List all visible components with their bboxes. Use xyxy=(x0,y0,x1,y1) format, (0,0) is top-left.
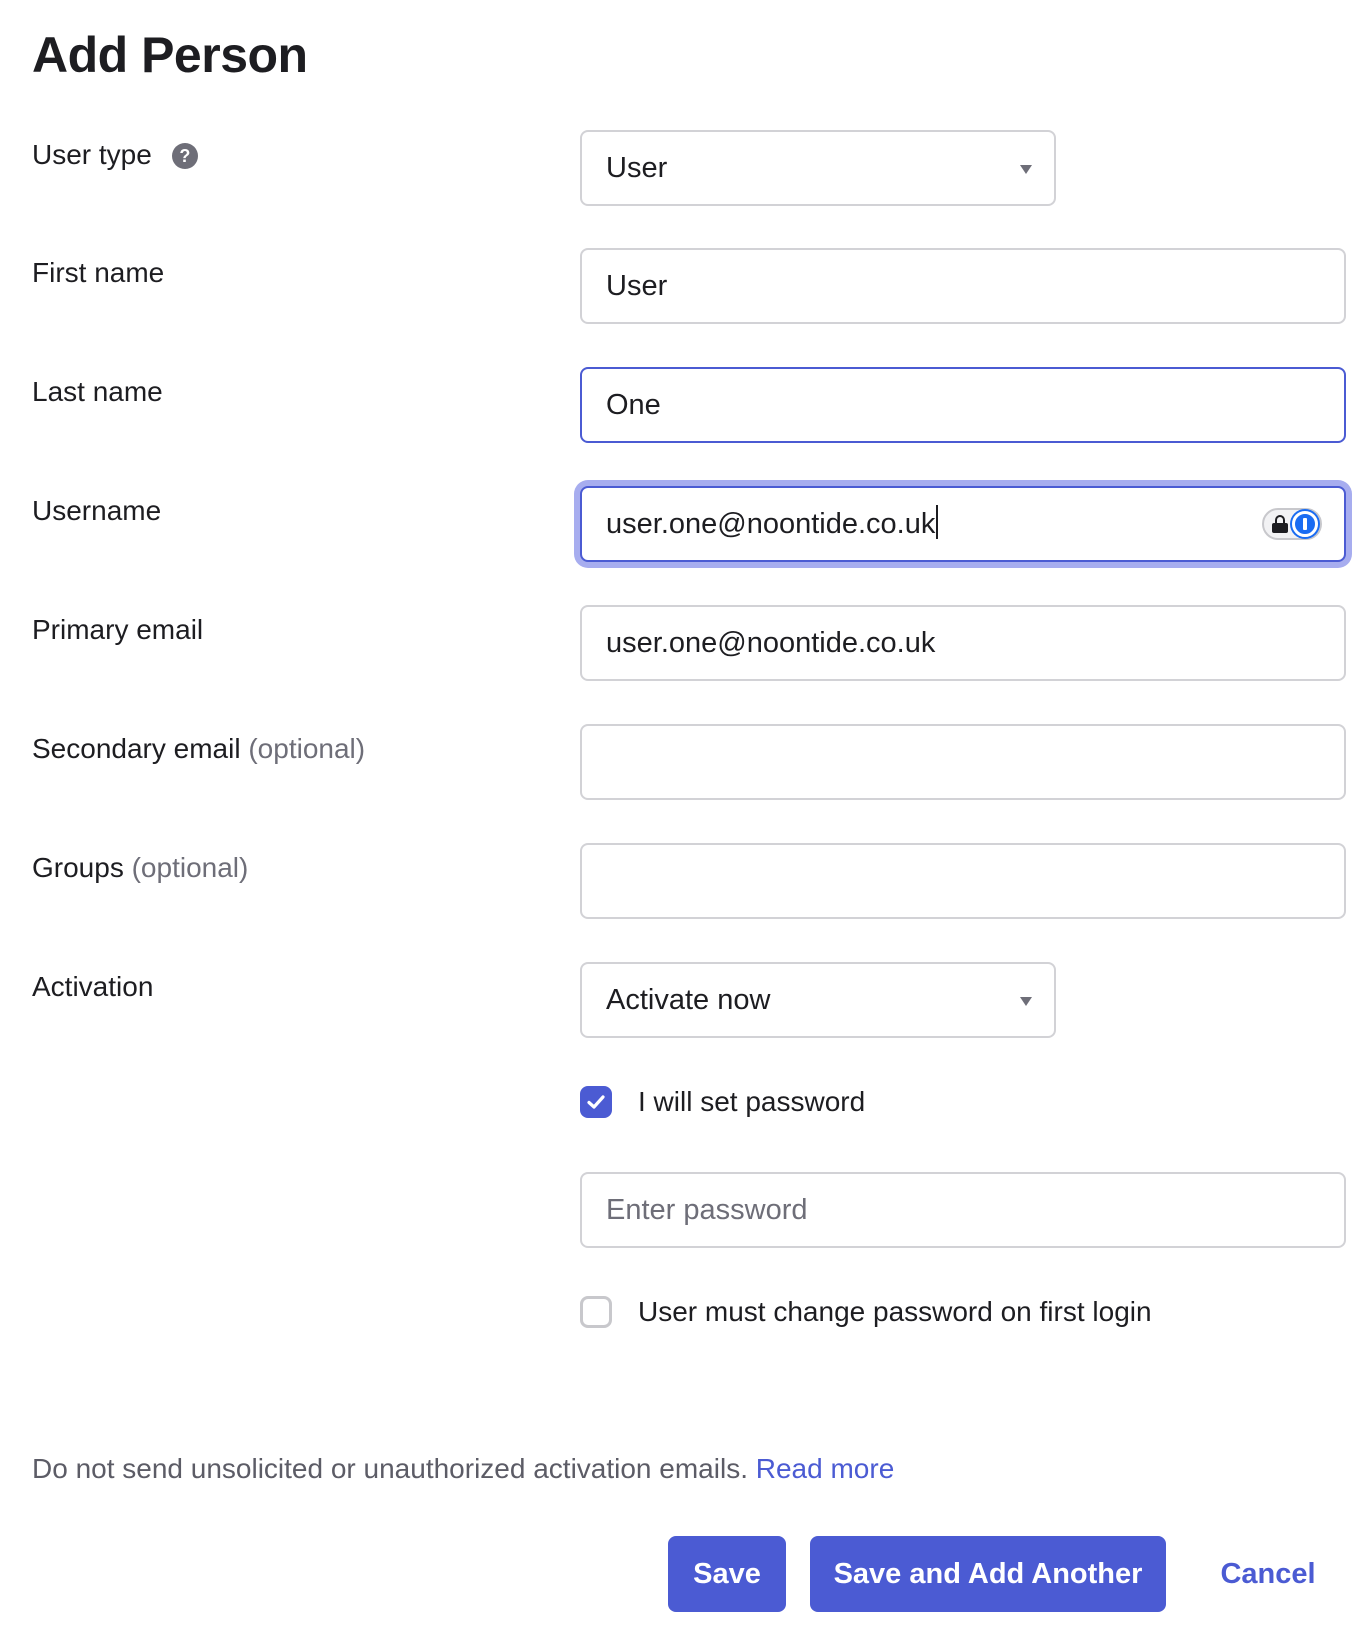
primary-email-field[interactable] xyxy=(580,605,1346,681)
user-type-label-text: User type xyxy=(32,139,152,170)
set-password-checkbox-row[interactable] xyxy=(580,1086,865,1118)
groups-label-text: Groups xyxy=(32,852,124,883)
user-type-label xyxy=(32,138,198,172)
activation-notice xyxy=(32,1452,894,1486)
set-password-label: I will set password xyxy=(638,1086,866,1117)
last-name-label: Last name xyxy=(32,376,163,407)
lock-icon xyxy=(1272,515,1288,533)
cancel-button[interactable]: Cancel xyxy=(1198,1536,1338,1612)
user-type-value: User xyxy=(606,152,668,184)
username-field[interactable] xyxy=(580,486,1346,562)
groups-field[interactable] xyxy=(580,843,1346,919)
primary-email-label: Primary email xyxy=(32,614,204,645)
read-more-link[interactable]: Read more xyxy=(755,1453,895,1484)
save-button[interactable]: Save xyxy=(668,1536,786,1612)
must-change-password-label: User must change password on first login xyxy=(638,1296,1152,1327)
activation-value: Activate now xyxy=(606,984,771,1016)
password-field[interactable] xyxy=(580,1172,1346,1248)
1password-icon xyxy=(1292,511,1318,537)
username-value: user.one@noontide.co.uk xyxy=(606,508,936,540)
last-name-value: One xyxy=(606,389,661,421)
activation-select[interactable] xyxy=(580,962,1056,1038)
text-cursor xyxy=(936,505,938,539)
page-title: Add Person xyxy=(32,27,308,83)
activation-notice-text: Do not send unsolicited or unauthorized activation emails. xyxy=(32,1453,748,1484)
set-password-checkbox[interactable] xyxy=(580,1086,612,1118)
secondary-email-field[interactable] xyxy=(580,724,1346,800)
primary-email-value: user.one@noontide.co.uk xyxy=(606,627,936,659)
must-change-password-checkbox-row[interactable] xyxy=(580,1296,1152,1328)
secondary-email-label xyxy=(32,732,365,766)
activation-label: Activation xyxy=(32,971,154,1002)
first-name-value: User xyxy=(606,270,668,302)
save-and-add-another-button[interactable]: Save and Add Another xyxy=(810,1536,1166,1612)
groups-label xyxy=(32,851,248,885)
user-type-select[interactable] xyxy=(580,130,1056,206)
optional-hint: (optional) xyxy=(248,733,366,764)
chevron-down-icon xyxy=(1020,165,1032,174)
last-name-field[interactable] xyxy=(580,367,1346,443)
password-placeholder: Enter password xyxy=(606,1194,808,1226)
chevron-down-icon xyxy=(1020,997,1032,1006)
username-label: Username xyxy=(32,495,162,526)
checkmark-icon xyxy=(585,1091,607,1113)
first-name-label: First name xyxy=(32,257,165,288)
optional-hint: (optional) xyxy=(131,852,249,883)
secondary-email-label-text: Secondary email xyxy=(32,733,241,764)
first-name-field[interactable] xyxy=(580,248,1346,324)
must-change-password-checkbox[interactable] xyxy=(580,1296,612,1328)
password-manager-button[interactable] xyxy=(1262,508,1322,540)
question-circle-icon[interactable]: ? xyxy=(172,143,198,169)
